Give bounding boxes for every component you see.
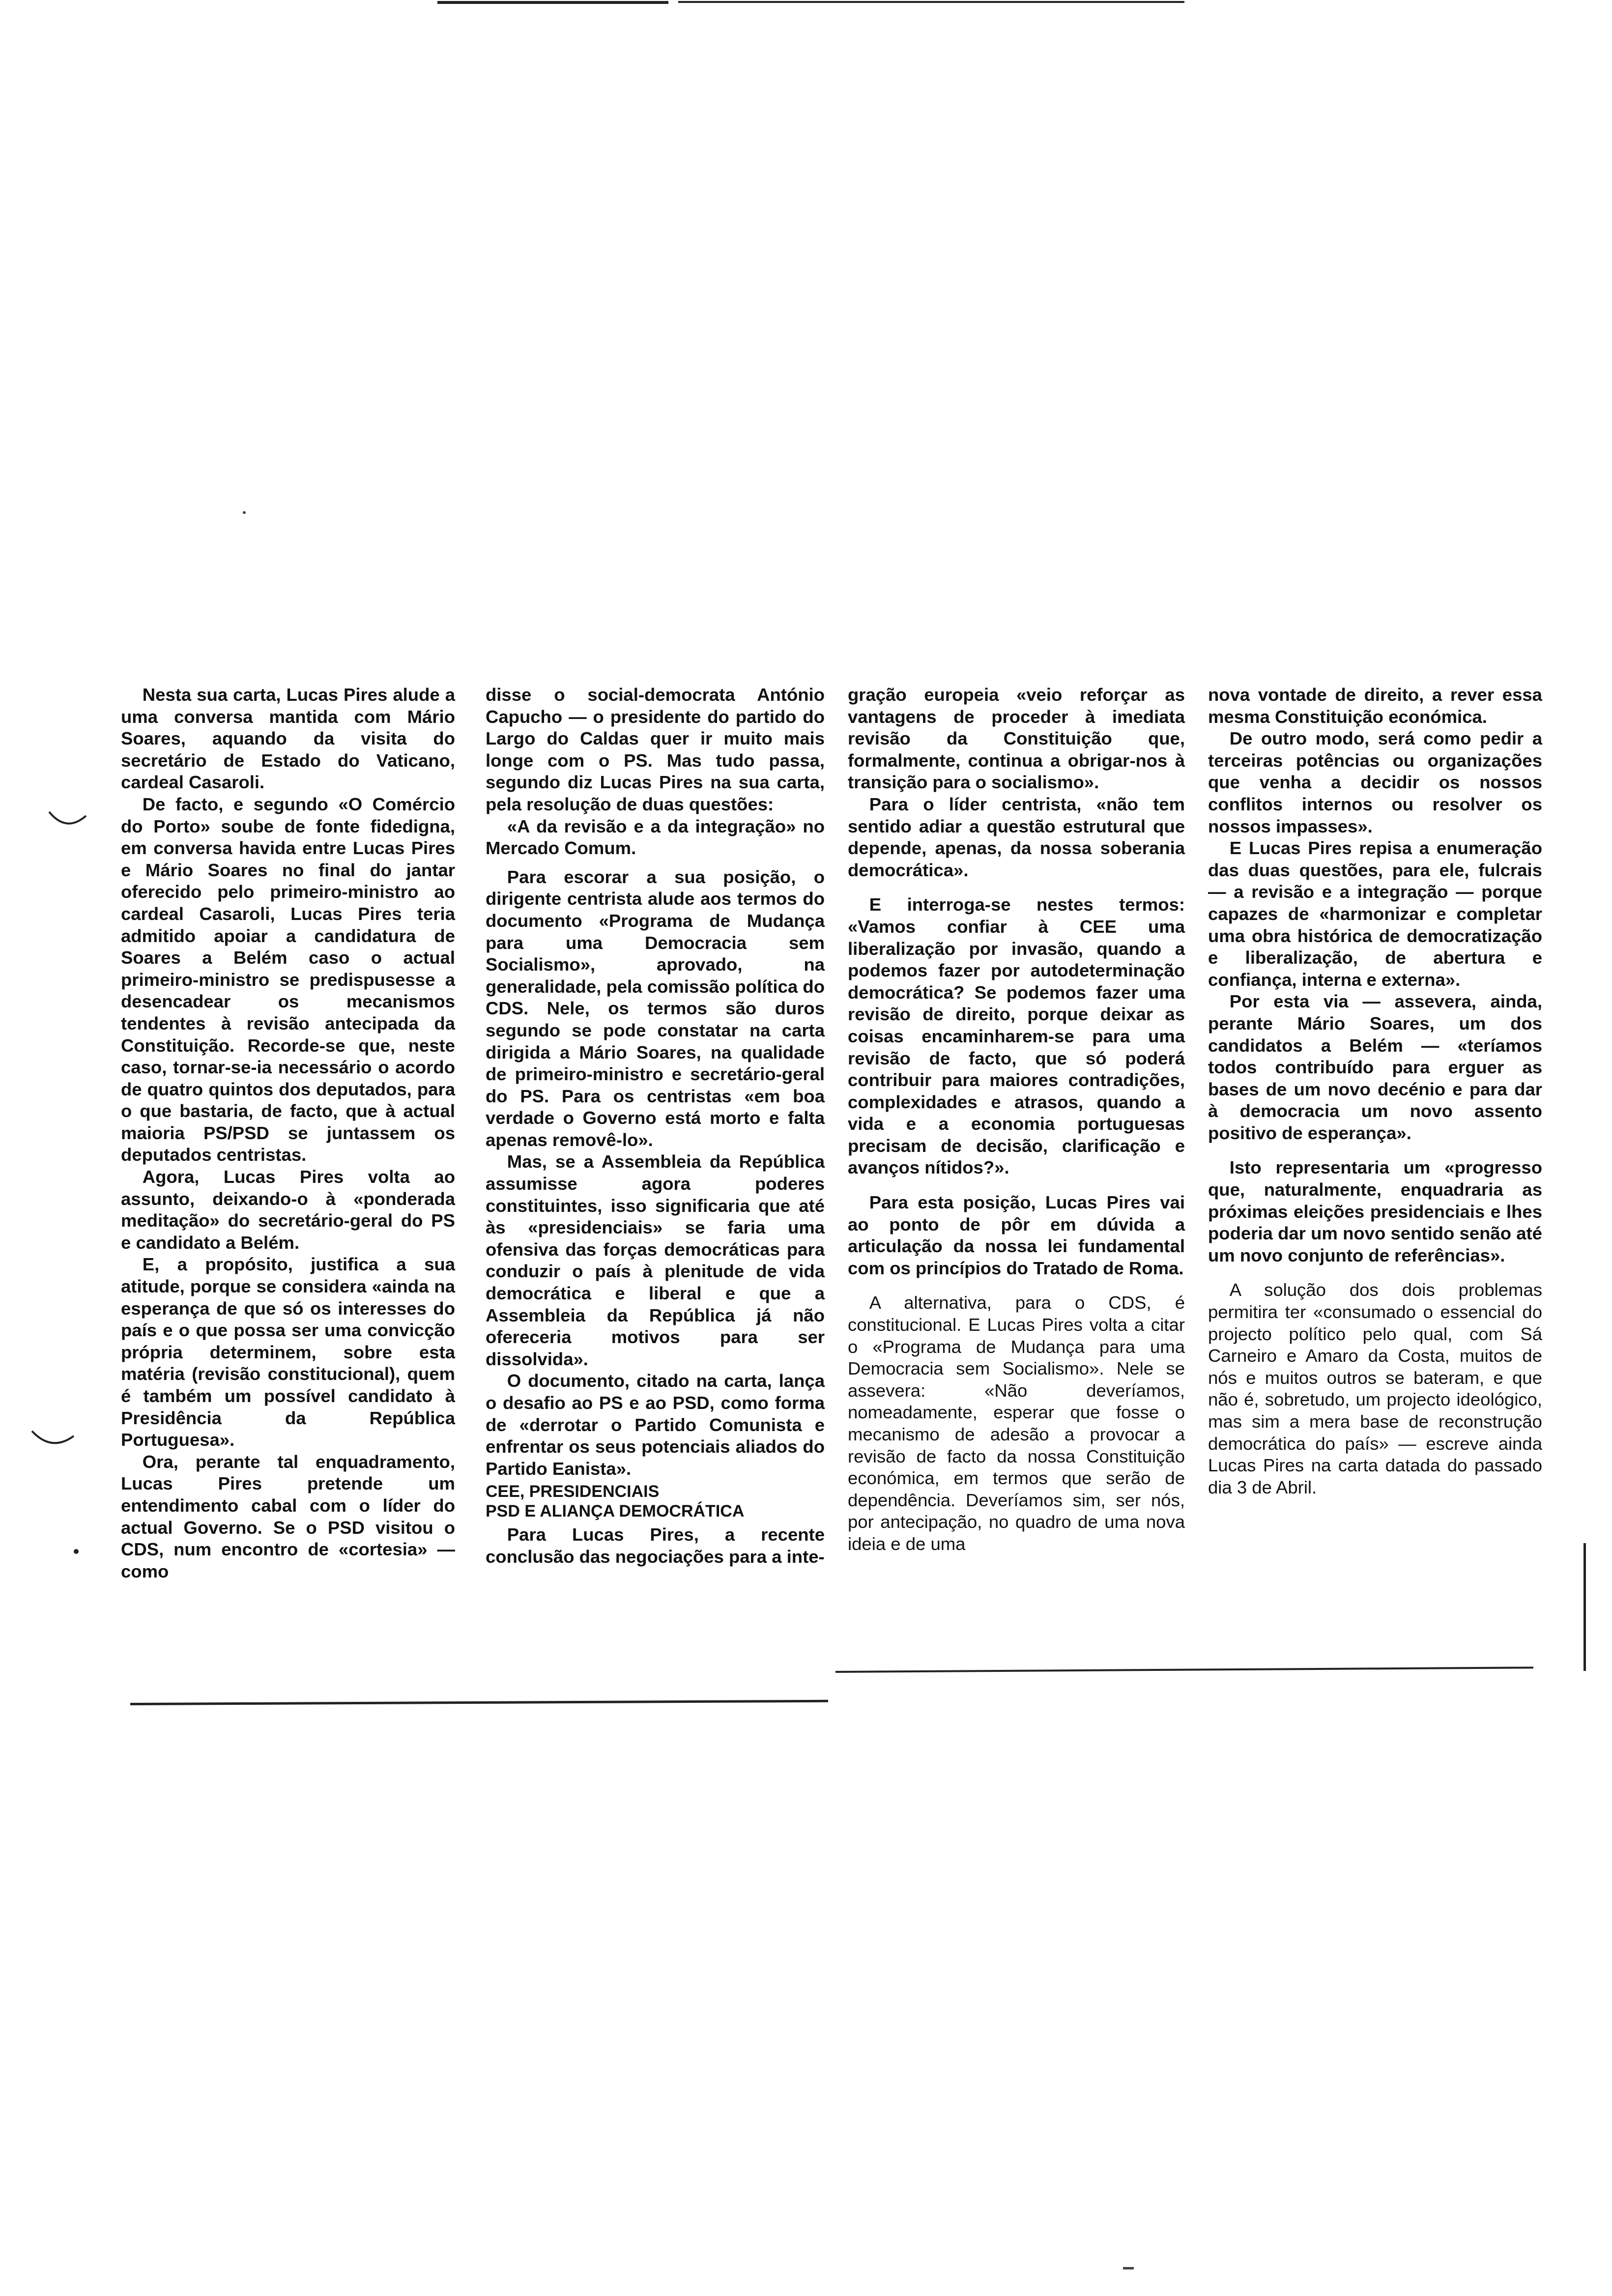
article-column-2 xyxy=(486,684,825,1568)
paragraph: Para esta posição, Lucas Pires vai ao ponto de pôr em dúvida a articulação da nossa lei fundamental com os princípios do Tratado de Roma. xyxy=(848,1192,1185,1278)
section-heading-line-1: CEE, PRESIDENCIAIS xyxy=(486,1482,660,1501)
punch-mark-icon xyxy=(29,1425,79,1455)
paragraph: Para Lucas Pires, a recente conclusão das negociações para a inte- xyxy=(486,1524,825,1567)
top-edge-rule xyxy=(437,1,668,4)
article-column-3 xyxy=(848,684,1185,1555)
paragraph: A alternativa, para o CDS, é constitucional. E Lucas Pires volta a citar o «Programa de Mudança para uma Democracia sem Socialismo». Nele se assevera: «Não deveríamos, nomeadamente, esperar que fosse o mecanismo de adesão a provocar a revisão de facto da nossa Constituição económica, em termos que serão de dependência. Deveríamos sim, ser nós, por antecipação, no quadro de uma nova ideia e de uma xyxy=(848,1292,1185,1554)
punch-mark-icon xyxy=(47,806,91,835)
paragraph: Agora, Lucas Pires volta ao assunto, deixando-o à «ponderada meditação» do secretário-geral do PS e candidato a Belém. xyxy=(121,1167,455,1253)
bottom-rule-left xyxy=(130,1700,828,1705)
paragraph: Por esta via — assevera, ainda, perante Mário Soares, um dos candidatos a Belém — «teríamos todos contribuído para erguer as bases de um novo decénio e para dar à democracia um novo assento positivo de esperança». xyxy=(1208,991,1542,1143)
section-heading xyxy=(486,1482,825,1521)
paragraph: Para o líder centrista, «não tem sentido adiar a questão estrutural que depende, apenas, da nossa soberania democrática». xyxy=(848,794,1185,880)
article-column-1 xyxy=(121,684,455,1582)
scan-dot-icon xyxy=(73,1548,80,1555)
paragraph: Ora, perante tal enquadramento, Lucas Pires pretende um entendimento cabal com o líder do actual Governo. Se o PSD visitou o CDS, num encontro de «cortesia» — como xyxy=(121,1451,455,1581)
paragraph: A solução dos dois problemas permitira ter «consumado o essencial do projecto político pelo qual, com Sá Carneiro e Amaro da Costa, muitos de nós e muitos outros se bateram, e que não é, sobretudo, um projecto ideológico, mas sim a mera base de reconstrução democrática do país» — escreve ainda Lucas Pires na carta datada do passado dia 3 de Abril. xyxy=(1208,1280,1542,1497)
paragraph: disse o social-democrata António Capucho — o presidente do partido do Largo do Caldas quer ir muito mais longe com o PS. Mas tudo passa, segundo diz Lucas Pires na sua carta, pela resolução de duas questões: xyxy=(486,685,825,814)
section-heading-line-2: PSD E ALIANÇA DEMOCRÁTICA xyxy=(486,1502,745,1521)
paragraph: De outro modo, será como pedir a terceiras potências ou organizações que venha a decidir os nossos conflitos internos ou resolver os nossos impasses». xyxy=(1208,728,1542,836)
margin-vertical-rule xyxy=(1583,1543,1586,1671)
paragraph: De facto, e segundo «O Comércio do Porto» soube de fonte fidedigna, em conversa havida entre Lucas Pires e Mário Soares no final do jantar oferecido pelo primeiro-ministro ao cardeal Casaroli, Lucas Pires teria admitido apoiar a candidatura de Soares a Belém caso o actual primeiro-ministro se predispusesse a desencadear os mecanismos tendentes à revisão antecipada da Constituição. Recorde-se que, neste caso, tornar-se-ia necessário o acordo de quatro quintos dos deputados, para o que bastaria, de facto, que à actual maioria PS/PSD se juntassem os deputados centristas. xyxy=(121,794,455,1165)
paragraph: E interroga-se nestes termos: «Vamos confiar à CEE uma liberalização por invasão, quando a podemos fazer por autodeterminação democrática? Se podemos fazer uma revisão de direito, porque deixar as coisas encaminharem-se para uma revisão de facto, que só poderá contribuir para maiores contradições, complexidades e atrasos, quando a vida e a economia portuguesas precisam de decisão, clarificação e avanços nítidos?». xyxy=(848,894,1185,1178)
paragraph: Nesta sua carta, Lucas Pires alude a uma conversa mantida com Mário Soares, aquando da visita do secretário de Estado do Vaticano, cardeal Casaroli. xyxy=(121,685,455,793)
paragraph: O documento, citado na carta, lança o desafio ao PS e ao PSD, como forma de «derrotar o Partido Comunista e enfrentar os seus potenciais aliados do Partido Eanista». xyxy=(486,1371,825,1479)
paragraph: E Lucas Pires repisa a enumeração das duas questões, para ele, fulcrais — a revisão e a integração — porque capazes de «harmonizar e completar uma obra histórica de democratização e liberalização, de abertura e confiança, interna e externa». xyxy=(1208,838,1542,990)
paragraph: «A da revisão e a da integração» no Mercado Comum. xyxy=(486,816,825,859)
paragraph: gração europeia «veio reforçar as vantagens de proceder à imediata revisão da Constituição que, formalmente, continua a obrigar-nos à transição para o socialismo». xyxy=(848,685,1185,793)
scan-dot-icon xyxy=(242,510,247,515)
paragraph: E, a propósito, justifica a sua atitude, porque se considera «ainda na esperança de que só os interesses do país e o que possa ser uma convicção própria determinem, sobre esta matéria (revisão constitucional), quem é também um possível candidato à Presidência da República Portuguesa». xyxy=(121,1254,455,1450)
paragraph: Para escorar a sua posição, o dirigente centrista alude aos termos do documento «Programa de Mudança para uma Democracia sem Socialismo», aprovado, na generalidade, pela comissão política do CDS. Nele, os termos são duros segundo se pode constatar na carta dirigida a Mário Soares, na qualidade de primeiro-ministro e secretário-geral do PS. Para os centristas «em boa verdade o Governo está morto e falta apenas removê-lo». xyxy=(486,866,825,1150)
bottom-rule-right xyxy=(835,1666,1533,1673)
scan-dot-icon xyxy=(1122,2266,1135,2271)
paragraph: Mas, se a Assembleia da República assumisse agora poderes constituintes, isso significaria que até às «presidenciais» se faria uma ofensiva das forças democráticas para conduzir o país à plenitude de vida democrática e liberal e que a Assembleia da República já não ofereceria motivos para ser dissolvida». xyxy=(486,1151,825,1369)
paragraph: Isto representaria um «progresso que, naturalmente, enquadraria as próximas eleições presidenciais e lhes poderia dar um novo sentido senão até um novo conjunto de referências». xyxy=(1208,1157,1542,1265)
article-column-4 xyxy=(1208,684,1542,1498)
top-edge-rule-right xyxy=(678,1,1184,3)
paragraph: nova vontade de direito, a rever essa mesma Constituição económica. xyxy=(1208,685,1542,727)
